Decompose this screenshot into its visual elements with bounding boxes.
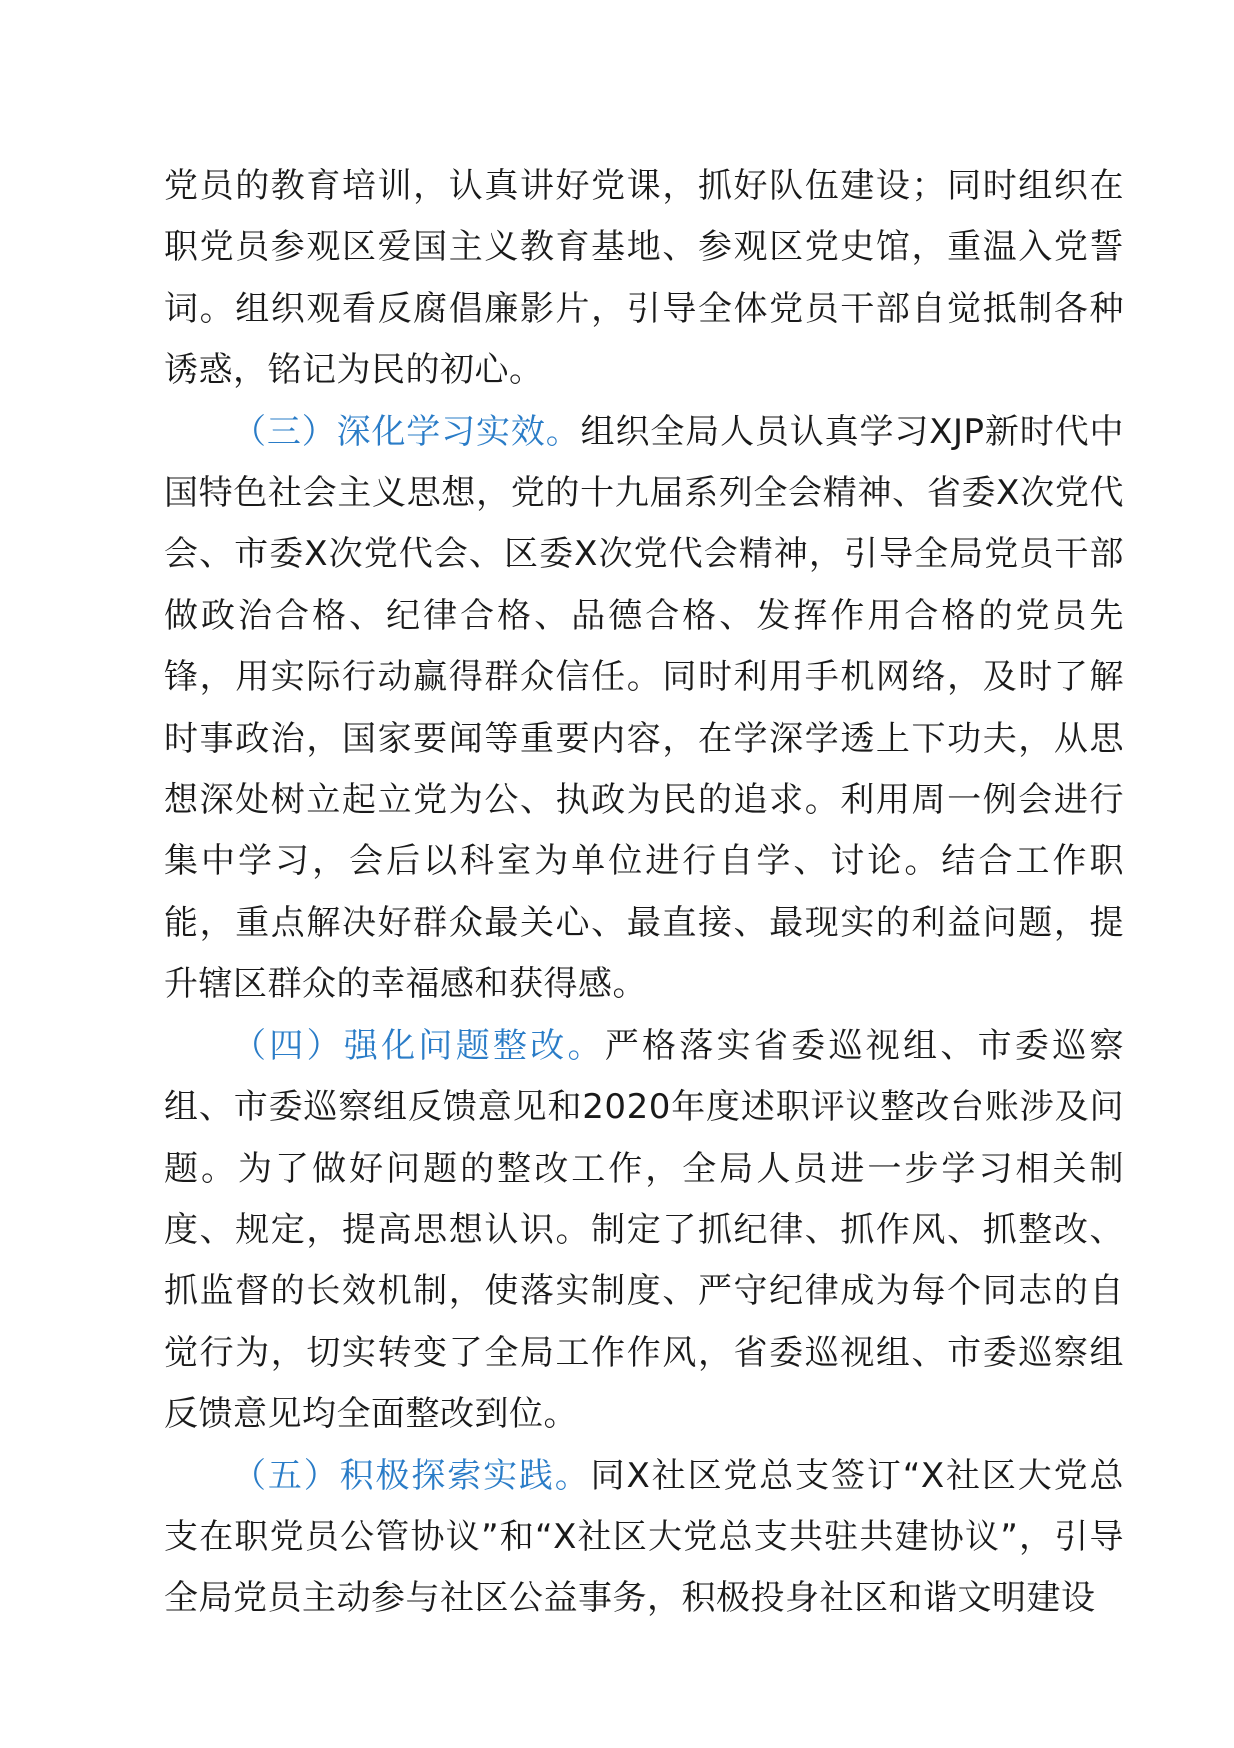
section-heading: （五）积极探索实践。 <box>232 1455 591 1496</box>
section-heading: （三）深化学习实效。 <box>232 411 581 452</box>
paragraph-body: 同X社区党总支签订“X社区大党总支在职党员公管协议”和“X社区大党总支共驻共建协议”，引导全局党员主动参与社区公益事务，积极投身社区和谐文明建设 <box>164 1455 1125 1619</box>
paragraph-body: 党员的教育培训，认真讲好党课，抓好队伍建设；同时组织在职党员参观区爱国主义教育基地、参观区党史馆，重温入党誓词。组织观看反腐倡廉影片，引导全体党员干部自觉抵制各种诱惑，铭记为民的初心。 <box>164 166 1124 391</box>
paragraph-section-4 <box>164 1016 1124 1446</box>
paragraph-section-3 <box>164 402 1124 1016</box>
section-heading: （四）强化问题整改。 <box>232 1025 605 1066</box>
paragraph-section-5 <box>164 1446 1124 1630</box>
paragraph-body: 组织全局人员认真学习XJP新时代中国特色社会主义思想，党的十九届系列全会精神、省委X次党代会、市委X次党代会、区委X次党代会精神，引导全局党员干部做政治合格、纪律合格、品德合格、发挥作用合格的党员先锋，用实际行动赢得群众信任。同时利用手机网络，及时了解时事政治，国家要闻等重要内容，在学深学透上下功夫，从思想深处树立起立党为公、执政为民的追求。利用周一例会进行集中学习，会后以科室为单位进行自学、讨论。结合工作职能，重点解决好群众最关心、最直接、最现实的利益问题，提升辖区群众的幸福感和获得感。 <box>164 411 1125 1005</box>
paragraph-continuation <box>164 156 1124 402</box>
paragraph-body: 严格落实省委巡视组、市委巡察组、市委巡察组反馈意见和2020年度述职评议整改台账涉及问题。为了做好问题的整改工作，全局人员进一步学习相关制度、规定，提高思想认识。制定了抓纪律、抓作风、抓整改、抓监督的长效机制，使落实制度、严守纪律成为每个同志的自觉行为，切实转变了全局工作作风，省委巡视组、市委巡察组反馈意见均全面整改到位。 <box>164 1025 1125 1435</box>
document-body <box>164 156 1124 1630</box>
